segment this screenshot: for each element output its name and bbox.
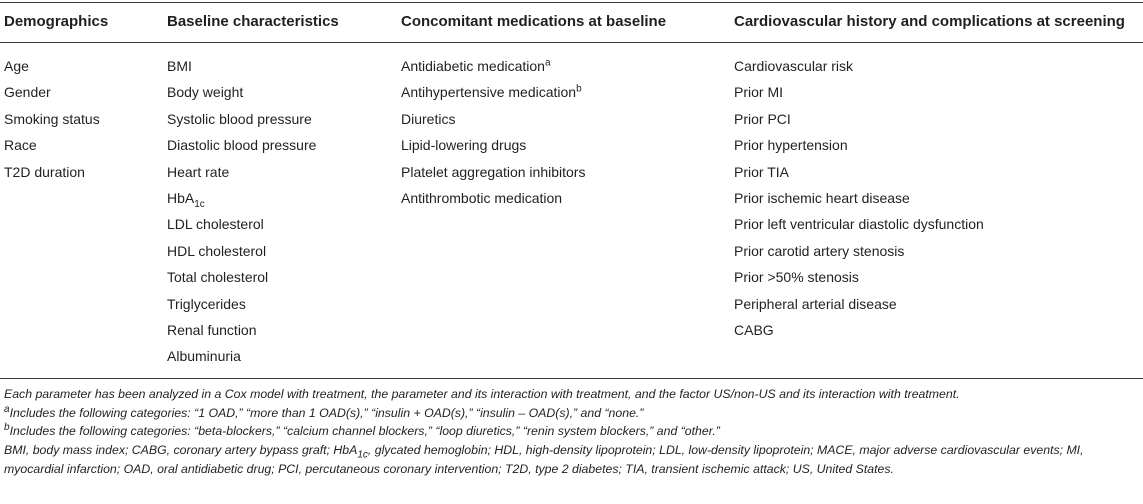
table-top-rule [0, 2, 1143, 3]
table-cell: Prior ischemic heart disease [734, 189, 910, 206]
hba1c-text: HbA [167, 189, 195, 206]
medications-column [401, 57, 585, 215]
footnote-marker-a: a [544, 57, 551, 69]
abbreviations-subscript: 1c [357, 449, 368, 461]
table-cell: Cardiovascular risk [734, 58, 854, 74]
footnote-main: Each parameter has been analyzed in a Cox model with treatment, the parameter and its interaction with treatment, and the factor US/non-US and its interaction with treatment. [4, 387, 960, 401]
footnote-b-text: Includes the following categories: “beta-blockers,” “calcium channel blockers,” “loop diuretics,” “renin system blockers,” and “other.” [9, 424, 720, 439]
table-cell: Systolic blood pressure [167, 110, 312, 127]
table-cell: Renal function [167, 321, 257, 338]
table-cell: Smoking status [4, 110, 100, 127]
header-rule [0, 42, 1143, 43]
table-cell: Age [4, 58, 29, 74]
table-bottom-rule [0, 378, 1143, 379]
baseline-column [167, 57, 316, 374]
table-cell: Diastolic blood pressure [167, 137, 317, 154]
table-cell: Prior carotid artery stenosis [734, 242, 905, 259]
footnote-abbreviations [4, 441, 1140, 478]
cardiovascular-column [734, 57, 984, 347]
table-cell: Prior hypertension [734, 137, 848, 154]
footnote-a [4, 404, 1140, 423]
table-cell: Prior left ventricular diastolic dysfunction [734, 216, 984, 233]
abbreviations-text-start: BMI, body mass index; CABG, coronary artery bypass graft; HbA [4, 443, 358, 458]
table-cell: Body weight [167, 84, 244, 101]
table-cell: Total cholesterol [167, 269, 269, 286]
header-concomitant-medications: Concomitant medications at baseline [401, 13, 667, 30]
header-demographics: Demographics [4, 13, 109, 30]
table-cell: T2D duration [4, 163, 85, 180]
table-cell: Gender [4, 84, 51, 101]
hba1c-subscript: 1c [194, 198, 205, 210]
abbreviations-text-end: , glycated hemoglobin; HDL, high-density lipoprotein; LDL, low-density lipoprotein; MACE, major adverse cardiovascular events; MI, myocardial infarction; OAD, oral antidiabetic drug; PCI, percutaneous coronary intervention; T2D, type 2 diabetes; TIA, transient ischemic attack; US, United States. [4, 443, 1084, 476]
table-cell: HDL cholesterol [167, 242, 267, 259]
table-cell: CABG [734, 321, 774, 338]
table-cell-hba1c [167, 189, 316, 215]
table-cell: Race [4, 137, 37, 154]
header-cardiovascular-history: Cardiovascular history and complications at screening [734, 13, 1125, 30]
table-cell: Heart rate [167, 163, 230, 180]
table-cell-antihypertensive [401, 83, 585, 109]
table-cell: Peripheral arterial disease [734, 295, 897, 312]
table-cell: BMI [167, 58, 192, 74]
table-cell-antidiabetic [401, 57, 585, 83]
antihypertensive-text: Antihypertensive medication [401, 84, 577, 101]
table-cell: Prior >50% stenosis [734, 269, 859, 286]
demographics-column [4, 57, 100, 189]
table-cell: Albuminuria [167, 348, 241, 365]
table-cell: Lipid-lowering drugs [401, 137, 527, 154]
footnote-marker-b: b [576, 83, 582, 95]
antidiabetic-text: Antidiabetic medication [401, 58, 545, 74]
footnote-b [4, 422, 1140, 441]
table-cell: LDL cholesterol [167, 216, 264, 233]
table-cell: Prior TIA [734, 163, 789, 180]
table-cell: Diuretics [401, 110, 456, 127]
table-cell: Antithrombotic medication [401, 189, 563, 206]
table-cell: Triglycerides [167, 295, 246, 312]
table-cell: Platelet aggregation inhibitors [401, 163, 586, 180]
table-cell: Prior PCI [734, 110, 791, 127]
table-cell: Prior MI [734, 84, 783, 101]
footnote-a-text: Includes the following categories: “1 OAD,” “more than 1 OAD(s),” “insulin + OAD(s),” “insulin – OAD(s),” and “none.” [9, 405, 644, 420]
footnote-a-marker: a [4, 403, 10, 415]
table-footnotes [4, 385, 1140, 479]
header-baseline-characteristics: Baseline characteristics [167, 13, 339, 30]
footnote-b-marker: b [4, 422, 10, 434]
